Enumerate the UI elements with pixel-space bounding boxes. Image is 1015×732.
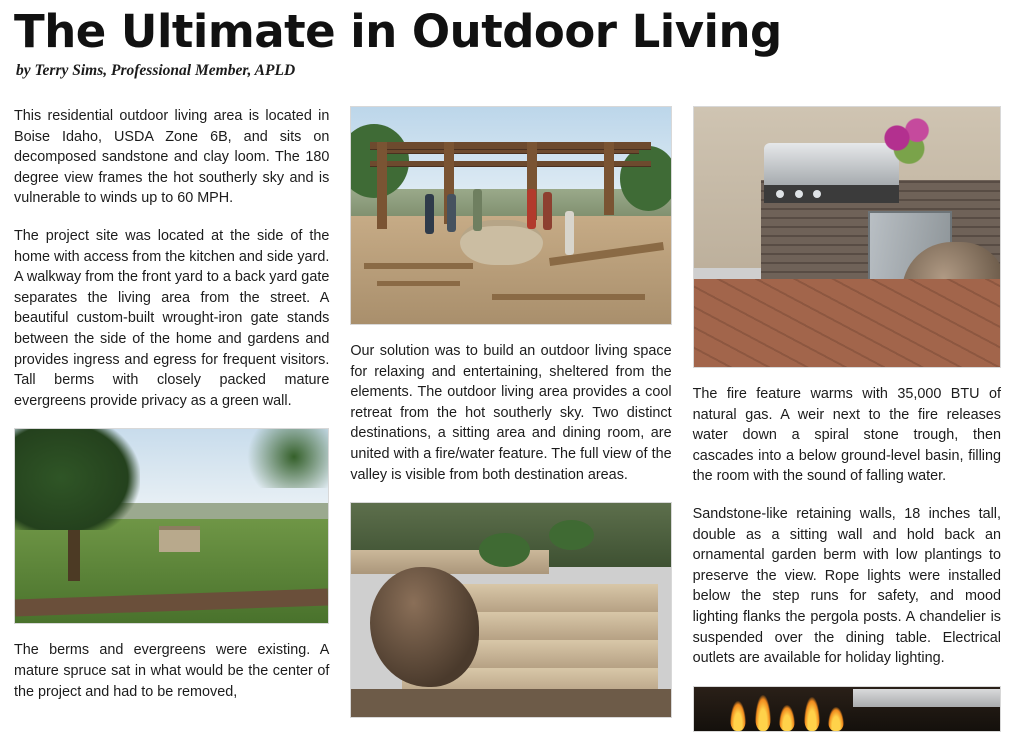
stone-steps-and-boulder-photo [350,502,671,718]
photo-worker-6 [565,211,574,255]
photo-grill-knob-2 [795,190,803,198]
photo-flame-2 [755,695,771,731]
fire-feature-photo [693,686,1001,732]
photo-tree-right [620,146,672,211]
photo-pergola-post-1 [377,142,387,229]
photo-flame-1 [730,701,746,731]
photo-flowering-planter [865,112,945,164]
middle-column [350,106,671,712]
right-column [693,106,1001,712]
photo-lumber-4 [492,294,645,300]
photo-step-1 [460,584,658,615]
right-paragraph-1: The fire feature warms with 35,000 BTU of natural gas. A weir next to the fire releases water down a spiral stone trough, then cascades into a below ground-level basin, filling the room with the sound of falling water. [692,386,1001,485]
photo-garden-bench [159,526,200,551]
photo-worker-1 [425,194,434,234]
photo-worker-3 [473,189,482,231]
photo-pergola-rafter [383,150,638,153]
photo-paver-patio [694,279,1000,367]
photo-worker-2 [447,194,456,232]
left-paragraph-2: The project site was located at the side of the home with access from the kitchen and side yard. A walkway from the front yard to a back yard gate separates the living area from the street. A beautiful custom-built wrought-iron gate stands between the side of the home and gardens and provides ingress and egress for frequent visitors. Tall berms with closely packed mature evergreens provide privacy as a green wall. [14,227,330,409]
photo-lumber-2 [377,281,460,286]
photo-worker-5 [543,192,552,230]
photo-tree-canopy-secondary [247,428,329,487]
photo-shrub-2 [549,520,594,550]
page-title: The Ultimate in Outdoor Living [14,5,782,58]
photo-boulder [370,567,479,687]
photo-paving [351,689,670,717]
photo-flame-4 [804,697,820,731]
lawn-and-valley-view-photo [14,428,329,624]
photo-stone-counter [853,689,1000,707]
left-paragraph-3: The berms and evergreens were existing. A mature spruce sat in what would be the center of the project and had to be removed, [14,642,330,700]
photo-worker-4 [527,189,536,229]
left-column [14,106,329,712]
article-columns [14,106,1001,712]
photo-tree-canopy [14,428,140,530]
article-page [0,6,1015,712]
photo-flame-5 [828,707,844,731]
photo-grill-front [764,185,899,203]
byline: by Terry Sims, Professional Member, APLD [16,62,296,79]
photo-pergola-post-4 [604,142,614,216]
pergola-construction-photo [350,106,671,325]
photo-lumber-1 [364,263,473,269]
right-paragraph-2: Sandstone-like retaining walls, 18 inches tall, double as a sitting wall and hold back an ornamental garden berm with low plantings to preserve the view. Rope lights were installed below the step runs for safety, and mood lighting flanks the pergola posts. A chandelier is suspended over the dining table. Electrical outlets are available for holiday lighting. [692,505,1001,667]
left-paragraph-1: This residential outdoor living area is located in Boise Idaho, USDA Zone 6B, and sits on decomposed sandstone and clay loom. The 180 degree view frames the hot southerly sky and is vulnerable to winds up to 60 MPH. [14,108,330,207]
outdoor-kitchen-grill-photo [693,106,1001,368]
photo-flame-3 [779,705,795,731]
middle-paragraph-1: Our solution was to build an outdoor living space for relaxing and entertaining, sheltered from the elements. The outdoor living area provides a cool retreat from the hot southerly sky. Two distinct destinations, a sitting area and dining room, are united with a fire/water feature. The full view of the valley is visible from both destination areas. [350,343,672,483]
